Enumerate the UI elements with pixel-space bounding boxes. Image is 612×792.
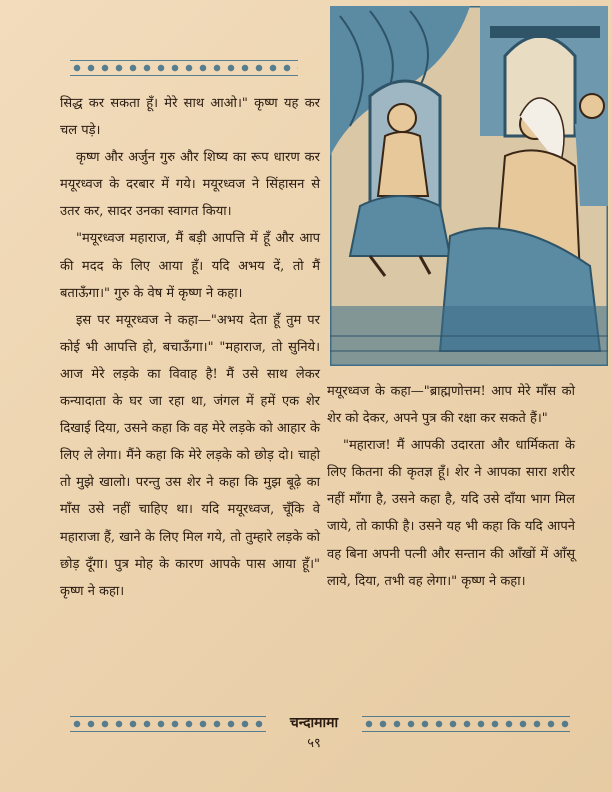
magazine-title: चन्दामामा	[289, 715, 339, 731]
bottom-left-ornament-border	[70, 716, 266, 732]
paragraph: "मयूरध्वज महाराज, मैं बड़ी आपत्ति में हूँ और आप की मदद के लिए आया हूँ। यदि अभय दें, तो मैं बताऊँगा।" गुरु के वेष में कृष्ण ने कहा।	[60, 231, 320, 301]
paragraph: कृष्ण और अर्जुन गुरु और शिष्य का रूप धारण कर मयूरध्वज के दरबार में गये। मयूरध्वज ने सिंहासन से उतर कर, सादर उनका स्वागत किया।	[60, 150, 320, 220]
king-head	[388, 104, 416, 132]
left-text-column	[60, 90, 320, 605]
page-number: ५९	[307, 736, 321, 751]
paragraph: मयूरध्वज के कहा—"ब्राह्मणोत्तम! आप मेरे माँस को शेर को देकर, अपने पुत्र की रक्षा कर सकते हैं।"	[327, 384, 575, 427]
top-ornament-border	[70, 60, 298, 76]
paragraph: इस पर मयूरध्वज ने कहा—"अभय देता हूँ तुम पर कोई भी आपत्ति हो, बचाऊँगा।" "महाराज, तो सुनिये। आज मेरे लड़के का विवाह है! मैं उसे साथ लेकर कन्यादाता के घर जा रहा था, जंगल में हमें एक शेर दिखाई दिया, उसने कहा कि वह मेरे लड़के को आहार के लिए ले लेगा। मैंने कहा कि मेरे लड़के को छोड़ दो। चाहो तो मुझे खालो। परन्तु उस शेर ने कहा कि मुझ बूढ़े का माँस उसे नहीं चाहिए था। यदि मयूरध्वज, चूँकि वे महाराजा हैं, खाने के लिए मिल गये, तो तुम्हारे लड़के को छोड़ दूँगा। पुत्र मोह के कारण आपके पास आया हूँ।" कृष्ण ने कहा।	[60, 312, 320, 599]
paragraph: "महाराज! मैं आपकी उदारता और धार्मिकता के लिए कितना की कृतज्ञ हूँ। शेर ने आपका सारा शरीर नहीं माँगा है, उसने कहा है, यदि उसे दाँया भाग मिल जाये, तो काफी है। उसने यह भी कहा कि यदि आपने वह बिना अपनी पत्नी और सन्तान की आँखों में आँसू लाये, दिया, तभी वह लेगा।" कृष्ण ने कहा।	[327, 438, 575, 589]
bottom-right-ornament-border	[362, 716, 570, 732]
right-text-column	[327, 378, 575, 595]
illustration-king-and-sage	[330, 6, 608, 366]
paragraph: सिद्ध कर सकता हूँ। मेरे साथ आओ।" कृष्ण यह कर चल पड़े।	[60, 96, 320, 139]
